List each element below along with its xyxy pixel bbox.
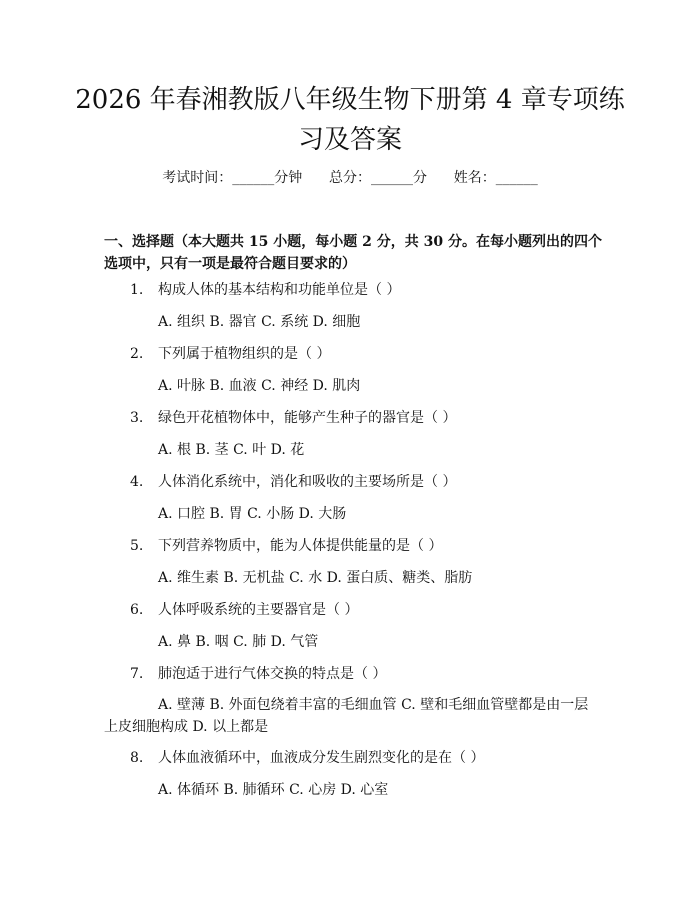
question-3-options: A. 根 B. 茎 C. 叶 D. 花 xyxy=(158,442,305,458)
question-7 xyxy=(130,664,386,684)
question-number: 2. xyxy=(130,346,144,362)
question-1 xyxy=(130,280,400,300)
question-6 xyxy=(130,600,358,620)
question-8 xyxy=(130,748,484,768)
question-stem: 绿色开花植物体中，能够产生种子的器官是（ ） xyxy=(158,410,457,426)
question-number: 6. xyxy=(130,602,144,618)
question-stem: 下列营养物质中，能为人体提供能量的是（ ） xyxy=(158,538,443,554)
question-4-options: A. 口腔 B. 胃 C. 小肠 D. 大肠 xyxy=(158,506,347,522)
question-8-options: A. 体循环 B. 肺循环 C. 心房 D. 心室 xyxy=(158,782,389,798)
question-stem: 肺泡适于进行气体交换的特点是（ ） xyxy=(158,666,387,682)
section-heading: 一、选择题（本大题共 15 小题，每小题 2 分，共 30 分。在每小题列出的四个选项中，只有一项是最符合题目要求的） xyxy=(104,234,602,272)
question-7-options: A. 壁薄 B. 外面包绕着丰富的毛细血管 C. 壁和毛细血管壁都是由一层上皮细胞构成 D. 以上都是 xyxy=(104,697,589,735)
question-3 xyxy=(130,408,456,428)
question-number: 1. xyxy=(130,282,144,298)
question-number: 7. xyxy=(130,666,144,682)
document-title: 2026 年春湘教版八年级生物下册第 4 章专项练习及答案 xyxy=(75,85,625,155)
question-2-options: A. 叶脉 B. 血液 C. 神经 D. 肌肉 xyxy=(158,378,361,394)
question-number: 3. xyxy=(130,410,144,426)
question-4 xyxy=(130,472,456,492)
question-stem: 人体血液循环中，血液成分发生剧烈变化的是在（ ） xyxy=(158,750,485,766)
question-number: 4. xyxy=(130,474,144,490)
question-1-options: A. 组织 B. 器官 C. 系统 D. 细胞 xyxy=(158,314,361,330)
question-stem: 构成人体的基本结构和功能单位是（ ） xyxy=(158,282,401,298)
question-stem: 下列属于植物组织的是（ ） xyxy=(158,346,331,362)
question-number: 5. xyxy=(130,538,144,554)
question-5 xyxy=(130,536,442,556)
exam-time-field: 考试时间：______分钟 xyxy=(162,170,303,186)
total-score-field: 总分：______分 xyxy=(329,170,427,186)
name-field: 姓名：______ xyxy=(453,170,538,186)
question-6-options: A. 鼻 B. 咽 C. 肺 D. 气管 xyxy=(158,634,319,650)
question-2 xyxy=(130,344,330,364)
question-number: 8. xyxy=(130,750,144,766)
question-5-options: A. 维生素 B. 无机盐 C. 水 D. 蛋白质、糖类、脂肪 xyxy=(158,570,473,586)
question-stem: 人体消化系统中，消化和吸收的主要场所是（ ） xyxy=(158,474,457,490)
exam-meta-line xyxy=(0,168,700,188)
question-stem: 人体呼吸系统的主要器官是（ ） xyxy=(158,602,359,618)
